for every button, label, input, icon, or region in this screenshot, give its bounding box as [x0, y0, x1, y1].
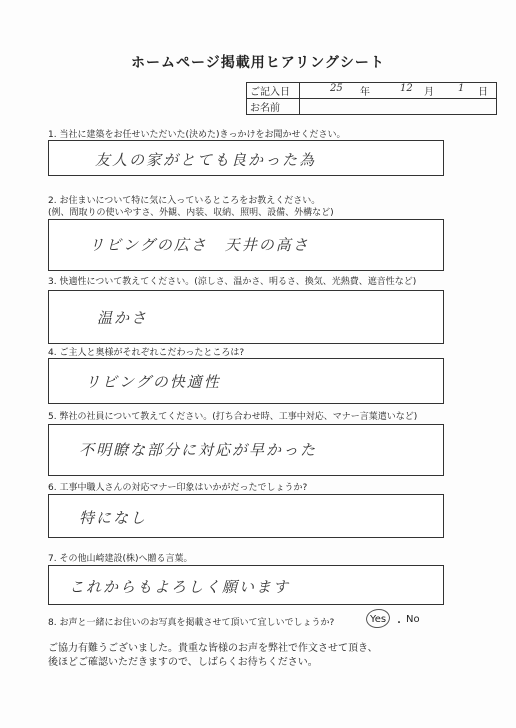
entry-date-field[interactable] [300, 83, 497, 99]
name-field[interactable] [300, 99, 497, 115]
closing-message [48, 642, 378, 670]
closing-line-2: 後ほどご確認いただきますので、しばらくお待ちください。 [48, 657, 318, 668]
answer-box-3[interactable] [48, 290, 444, 344]
meta-table [246, 82, 497, 115]
answer-box-6[interactable] [48, 494, 444, 538]
answer-4: リビングの快適性 [85, 373, 221, 391]
date-day-value: 1 [458, 83, 465, 94]
question-2: 2. お住まいについて特に気に入っているところをお教えください。 [48, 196, 321, 206]
entry-date-label: ご記入日 [247, 83, 300, 99]
page-title: ホームページ掲載用ヒアリングシート [131, 55, 385, 71]
question-5: 5. 弊社の社員について教えてください。(打ち合わせ時、工事中対応、マナー言葉遣いなど) [48, 412, 418, 422]
question-6: 6. 工事中職人さんの対応マナー印象はいかがだったでしょうか? [48, 483, 308, 493]
date-day-unit: 日 [478, 87, 488, 98]
question-2-examples: (例、間取りの使いやすさ、外観、内装、収納、照明、設備、外構など) [48, 208, 334, 218]
date-month-value: 12 [400, 83, 413, 94]
date-month-unit: 月 [424, 87, 434, 98]
answer-3: 温かさ [97, 309, 149, 327]
question-1: 1. 当社に建築をお任せいただいた(決めた)きっかけをお聞かせください。 [48, 130, 346, 140]
answer-box-7[interactable] [48, 565, 444, 605]
answer-box-4[interactable] [48, 358, 444, 404]
question-8: 8. お声と一緒にお住いのお写真を掲載させて頂いて宜しいでしょうか? [48, 618, 335, 628]
question-4: 4. ご主人と奥様がそれぞれこだわったところは? [48, 348, 245, 358]
answer-7: これからもよろしく願います [69, 578, 291, 596]
answer-6: 特になし [79, 509, 148, 527]
date-year-unit: 年 [360, 87, 370, 98]
yes-option[interactable]: Yes [370, 614, 387, 625]
answer-1: 友人の家がとても良かった為 [95, 151, 317, 169]
answer-5: 不明瞭な部分に対応が早かった [79, 441, 318, 459]
no-option[interactable]: No [406, 614, 420, 625]
answer-2: リビングの広さ 天井の高さ [89, 236, 310, 254]
answer-box-2[interactable] [48, 219, 444, 271]
name-label: お名前 [247, 99, 300, 115]
question-7: 7. その他山崎建設(株)へ贈る言葉。 [48, 554, 193, 564]
option-separator: ・ [394, 618, 404, 629]
date-year-value: 25 [330, 83, 343, 94]
closing-line-1: ご協力有難うございました。貴重な皆様のお声を弊社で作文させて頂き、 [48, 643, 378, 654]
answer-box-5[interactable] [48, 424, 444, 476]
answer-box-1[interactable] [48, 140, 444, 176]
question-3: 3. 快適性について教えてください。(涼しさ、温かさ、明るさ、換気、光熱費、遮音性など) [48, 277, 417, 287]
